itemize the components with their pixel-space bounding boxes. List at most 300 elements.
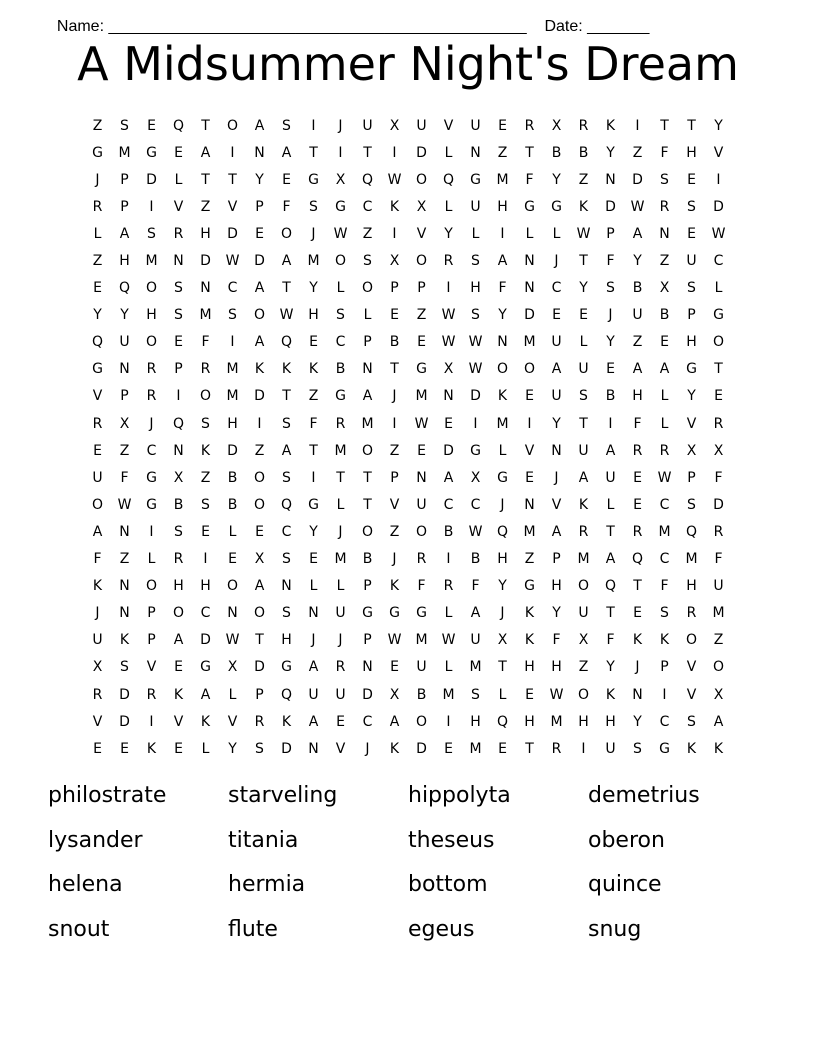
grid-cell: S bbox=[687, 713, 696, 730]
grid-cell: E bbox=[525, 469, 534, 486]
grid-cell: S bbox=[147, 225, 156, 242]
grid-cell: V bbox=[713, 144, 724, 161]
grid-cell: S bbox=[633, 740, 642, 757]
grid-cell: R bbox=[443, 253, 454, 270]
grid-cell: X bbox=[119, 415, 130, 432]
grid-cell: Z bbox=[119, 551, 130, 568]
grid-cell: B bbox=[551, 144, 562, 161]
grid-row bbox=[84, 491, 732, 518]
grid-cell: A bbox=[362, 388, 373, 405]
grid-cell: Y bbox=[309, 523, 318, 540]
grid-cell: O bbox=[199, 388, 212, 405]
grid-cell: E bbox=[174, 334, 183, 351]
grid-cell: M bbox=[685, 551, 698, 568]
grid-cell: R bbox=[524, 117, 535, 134]
grid-cell: S bbox=[309, 198, 318, 215]
grid-cell: A bbox=[254, 280, 265, 297]
grid-cell: D bbox=[605, 198, 616, 215]
grid-cell: E bbox=[201, 523, 210, 540]
grid-cell: N bbox=[254, 144, 265, 161]
grid-cell: V bbox=[524, 442, 535, 459]
grid-cell: O bbox=[253, 496, 266, 513]
grid-cell: C bbox=[551, 280, 562, 297]
grid-cell: T bbox=[660, 117, 669, 134]
grid-cell: L bbox=[201, 740, 210, 757]
grid-cell: X bbox=[713, 686, 724, 703]
grid-cell: U bbox=[470, 632, 481, 649]
grid-cell: T bbox=[282, 388, 291, 405]
grid-cell: L bbox=[444, 659, 453, 676]
grid-cell: N bbox=[632, 686, 643, 703]
grid-cell: H bbox=[308, 307, 319, 324]
grid-cell: U bbox=[470, 198, 481, 215]
grid-cell: D bbox=[200, 253, 211, 270]
grid-cell: K bbox=[389, 740, 400, 757]
word-bank-item: quince bbox=[588, 872, 662, 897]
grid-cell: N bbox=[119, 578, 130, 595]
grid-cell: U bbox=[308, 686, 319, 703]
grid-cell: N bbox=[362, 659, 373, 676]
grid-cell: K bbox=[632, 632, 643, 649]
grid-cell: O bbox=[712, 334, 725, 351]
grid-cell: O bbox=[685, 632, 698, 649]
grid-cell: X bbox=[686, 442, 697, 459]
grid-cell: I bbox=[203, 551, 208, 568]
grid-cell: Y bbox=[633, 713, 642, 730]
grid-cell: T bbox=[201, 171, 210, 188]
grid-cell: N bbox=[443, 388, 454, 405]
grid-cell: W bbox=[657, 469, 672, 486]
grid-cell: L bbox=[714, 280, 723, 297]
grid-cell: A bbox=[713, 713, 724, 730]
grid-cell: X bbox=[389, 117, 400, 134]
grid-cell: F bbox=[660, 144, 669, 161]
grid-cell: K bbox=[524, 605, 535, 622]
letter-grid bbox=[84, 112, 732, 762]
grid-cell: E bbox=[633, 469, 642, 486]
grid-cell: Y bbox=[579, 280, 588, 297]
grid-cell: F bbox=[471, 578, 480, 595]
grid-cell: H bbox=[524, 659, 535, 676]
grid-cell: U bbox=[416, 496, 427, 513]
grid-cell: X bbox=[551, 117, 562, 134]
grid-cell: H bbox=[632, 388, 643, 405]
grid-cell: L bbox=[444, 144, 453, 161]
grid-cell: C bbox=[659, 551, 670, 568]
grid-cell: J bbox=[554, 253, 559, 270]
grid-cell: J bbox=[149, 415, 154, 432]
grid-cell: O bbox=[361, 442, 374, 459]
grid-cell: H bbox=[281, 632, 292, 649]
grid-cell: V bbox=[173, 198, 184, 215]
grid-cell: W bbox=[441, 334, 456, 351]
grid-cell: N bbox=[524, 496, 535, 513]
grid-cell: X bbox=[92, 659, 103, 676]
grid-cell: H bbox=[119, 253, 130, 270]
grid-cell: A bbox=[200, 144, 211, 161]
grid-cell: W bbox=[468, 334, 483, 351]
grid-cell: O bbox=[415, 253, 428, 270]
grid-cell: V bbox=[146, 659, 157, 676]
grid-cell: H bbox=[551, 578, 562, 595]
grid-cell: L bbox=[363, 307, 372, 324]
grid-cell: Y bbox=[255, 171, 264, 188]
grid-cell: S bbox=[606, 280, 615, 297]
grid-cell: T bbox=[336, 469, 345, 486]
grid-cell: K bbox=[92, 578, 103, 595]
grid-cell: E bbox=[255, 225, 264, 242]
grid-cell: A bbox=[308, 659, 319, 676]
grid-cell: P bbox=[390, 469, 399, 486]
grid-cell: P bbox=[363, 334, 372, 351]
grid-cell: K bbox=[578, 496, 589, 513]
grid-cell: N bbox=[308, 740, 319, 757]
grid-row bbox=[84, 627, 732, 654]
grid-cell: F bbox=[498, 280, 507, 297]
grid-cell: Q bbox=[280, 686, 293, 703]
grid-cell: M bbox=[469, 740, 482, 757]
grid-cell: B bbox=[362, 551, 373, 568]
grid-cell: E bbox=[633, 496, 642, 513]
grid-cell: O bbox=[226, 117, 239, 134]
grid-cell: H bbox=[470, 713, 481, 730]
grid-cell: W bbox=[441, 307, 456, 324]
grid-cell: J bbox=[95, 605, 100, 622]
grid-cell: I bbox=[257, 415, 262, 432]
grid-cell: D bbox=[362, 686, 373, 703]
grid-cell: Y bbox=[687, 388, 696, 405]
grid-row bbox=[84, 356, 732, 383]
grid-cell: M bbox=[496, 415, 509, 432]
grid-cell: C bbox=[281, 523, 292, 540]
grid-row bbox=[84, 302, 732, 329]
grid-cell: E bbox=[174, 144, 183, 161]
grid-cell: A bbox=[497, 253, 508, 270]
grid-cell: B bbox=[470, 551, 481, 568]
word-bank-item: starveling bbox=[228, 783, 338, 808]
grid-cell: O bbox=[145, 280, 158, 297]
grid-cell: F bbox=[201, 334, 210, 351]
grid-row bbox=[84, 573, 732, 600]
grid-cell: T bbox=[201, 117, 210, 134]
grid-cell: P bbox=[120, 171, 129, 188]
grid-cell: M bbox=[469, 659, 482, 676]
grid-cell: S bbox=[363, 253, 372, 270]
grid-cell: U bbox=[632, 307, 643, 324]
grid-cell: U bbox=[470, 117, 481, 134]
grid-cell: M bbox=[226, 388, 239, 405]
grid-cell: J bbox=[338, 117, 343, 134]
grid-cell: S bbox=[120, 659, 129, 676]
grid-cell: Z bbox=[578, 171, 589, 188]
grid-cell: C bbox=[227, 280, 238, 297]
grid-cell: Z bbox=[389, 442, 400, 459]
grid-row bbox=[84, 546, 732, 573]
grid-cell: S bbox=[282, 415, 291, 432]
grid-cell: I bbox=[500, 225, 505, 242]
grid-cell: N bbox=[308, 605, 319, 622]
grid-cell: U bbox=[362, 117, 373, 134]
grid-cell: V bbox=[416, 225, 427, 242]
grid-cell: K bbox=[200, 442, 211, 459]
grid-cell: J bbox=[311, 632, 316, 649]
grid-cell: O bbox=[361, 280, 374, 297]
grid-cell: R bbox=[146, 686, 157, 703]
grid-cell: O bbox=[253, 469, 266, 486]
grid-cell: Z bbox=[92, 253, 103, 270]
grid-cell: O bbox=[280, 225, 293, 242]
grid-cell: C bbox=[470, 496, 481, 513]
grid-cell: N bbox=[551, 442, 562, 459]
grid-cell: U bbox=[335, 605, 346, 622]
grid-cell: I bbox=[608, 415, 613, 432]
grid-cell: U bbox=[578, 442, 589, 459]
grid-cell: U bbox=[605, 469, 616, 486]
grid-cell: P bbox=[363, 578, 372, 595]
grid-cell: M bbox=[523, 523, 536, 540]
grid-cell: L bbox=[552, 225, 561, 242]
grid-cell: F bbox=[93, 551, 102, 568]
grid-row bbox=[84, 383, 732, 410]
grid-cell: U bbox=[416, 659, 427, 676]
grid-cell: R bbox=[713, 523, 724, 540]
grid-cell: I bbox=[230, 144, 235, 161]
grid-cell: L bbox=[336, 280, 345, 297]
grid-cell: O bbox=[415, 523, 428, 540]
grid-cell: D bbox=[227, 442, 238, 459]
grid-cell: A bbox=[389, 713, 400, 730]
grid-cell: R bbox=[578, 523, 589, 540]
grid-cell: S bbox=[201, 415, 210, 432]
grid-cell: Z bbox=[362, 225, 373, 242]
grid-cell: G bbox=[308, 496, 319, 513]
grid-cell: N bbox=[416, 469, 427, 486]
grid-cell: Y bbox=[552, 415, 561, 432]
grid-cell: S bbox=[174, 523, 183, 540]
grid-cell: Z bbox=[308, 388, 319, 405]
grid-cell: T bbox=[282, 280, 291, 297]
grid-cell: V bbox=[227, 713, 238, 730]
grid-cell: T bbox=[363, 144, 372, 161]
grid-cell: W bbox=[117, 496, 132, 513]
grid-cell: U bbox=[578, 605, 589, 622]
grid-cell: S bbox=[660, 605, 669, 622]
grid-cell: H bbox=[524, 713, 535, 730]
grid-cell: Z bbox=[416, 307, 427, 324]
grid-cell: W bbox=[549, 686, 564, 703]
grid-cell: J bbox=[554, 469, 559, 486]
grid-cell: I bbox=[446, 551, 451, 568]
grid-cell: Y bbox=[606, 659, 615, 676]
grid-cell: U bbox=[119, 334, 130, 351]
grid-cell: K bbox=[605, 117, 616, 134]
grid-cell: N bbox=[524, 253, 535, 270]
grid-cell: D bbox=[713, 198, 724, 215]
grid-cell: S bbox=[687, 198, 696, 215]
grid-cell: S bbox=[579, 388, 588, 405]
grid-cell: K bbox=[281, 713, 292, 730]
grid-cell: J bbox=[608, 307, 613, 324]
grid-cell: G bbox=[92, 361, 103, 378]
grid-cell: F bbox=[714, 551, 723, 568]
grid-cell: V bbox=[227, 198, 238, 215]
grid-cell: I bbox=[581, 740, 586, 757]
grid-cell: G bbox=[308, 171, 319, 188]
grid-cell: Q bbox=[496, 713, 509, 730]
grid-cell: Q bbox=[280, 334, 293, 351]
grid-cell: E bbox=[525, 388, 534, 405]
grid-cell: F bbox=[309, 415, 318, 432]
grid-cell: R bbox=[92, 198, 103, 215]
grid-cell: M bbox=[334, 442, 347, 459]
grid-cell: M bbox=[523, 334, 536, 351]
grid-cell: R bbox=[173, 551, 184, 568]
grid-cell: G bbox=[146, 496, 157, 513]
grid-cell: E bbox=[255, 523, 264, 540]
grid-cell: A bbox=[119, 225, 130, 242]
grid-cell: Z bbox=[713, 632, 724, 649]
grid-cell: H bbox=[605, 713, 616, 730]
grid-cell: E bbox=[309, 334, 318, 351]
grid-row bbox=[84, 166, 732, 193]
grid-cell: R bbox=[335, 659, 346, 676]
grid-cell: P bbox=[687, 469, 696, 486]
grid-cell: D bbox=[254, 253, 265, 270]
grid-cell: M bbox=[334, 551, 347, 568]
grid-cell: Y bbox=[552, 171, 561, 188]
grid-cell: S bbox=[336, 307, 345, 324]
grid-row bbox=[84, 464, 732, 491]
grid-cell: U bbox=[416, 117, 427, 134]
grid-cell: H bbox=[200, 578, 211, 595]
grid-cell: W bbox=[468, 361, 483, 378]
grid-cell: E bbox=[93, 442, 102, 459]
grid-cell: N bbox=[362, 361, 373, 378]
grid-cell: H bbox=[686, 578, 697, 595]
grid-cell: R bbox=[551, 740, 562, 757]
grid-cell: T bbox=[606, 523, 615, 540]
grid-cell: Y bbox=[606, 144, 615, 161]
grid-cell: A bbox=[551, 523, 562, 540]
grid-cell: V bbox=[686, 659, 697, 676]
grid-cell: E bbox=[714, 388, 723, 405]
grid-cell: A bbox=[200, 686, 211, 703]
grid-cell: I bbox=[338, 144, 343, 161]
grid-cell: C bbox=[362, 198, 373, 215]
grid-cell: P bbox=[255, 686, 264, 703]
grid-cell: P bbox=[255, 198, 264, 215]
grid-cell: G bbox=[389, 605, 400, 622]
grid-cell: H bbox=[200, 225, 211, 242]
grid-cell: Y bbox=[228, 740, 237, 757]
grid-cell: L bbox=[525, 225, 534, 242]
grid-cell: A bbox=[281, 253, 292, 270]
grid-cell: T bbox=[687, 117, 696, 134]
grid-cell: D bbox=[470, 388, 481, 405]
grid-cell: J bbox=[338, 523, 343, 540]
grid-cell: E bbox=[633, 605, 642, 622]
grid-cell: R bbox=[146, 361, 157, 378]
grid-cell: N bbox=[281, 578, 292, 595]
grid-cell: S bbox=[282, 551, 291, 568]
grid-cell: F bbox=[417, 578, 426, 595]
grid-cell: Z bbox=[578, 659, 589, 676]
grid-cell: T bbox=[606, 605, 615, 622]
grid-cell: C bbox=[362, 713, 373, 730]
grid-cell: G bbox=[524, 198, 535, 215]
grid-cell: J bbox=[500, 605, 505, 622]
grid-cell: N bbox=[119, 605, 130, 622]
grid-cell: L bbox=[498, 442, 507, 459]
grid-cell: W bbox=[468, 523, 483, 540]
word-bank-item: hermia bbox=[228, 872, 306, 897]
grid-cell: I bbox=[527, 415, 532, 432]
grid-cell: E bbox=[120, 740, 129, 757]
grid-cell: G bbox=[416, 605, 427, 622]
grid-row bbox=[84, 275, 732, 302]
grid-cell: Z bbox=[200, 198, 211, 215]
grid-cell: M bbox=[307, 253, 320, 270]
grid-cell: U bbox=[335, 686, 346, 703]
grid-cell: G bbox=[416, 361, 427, 378]
grid-cell: O bbox=[577, 578, 590, 595]
grid-cell: E bbox=[417, 442, 426, 459]
grid-cell: U bbox=[92, 469, 103, 486]
grid-cell: K bbox=[524, 632, 535, 649]
grid-cell: X bbox=[659, 280, 670, 297]
grid-cell: C bbox=[335, 334, 346, 351]
grid-cell: E bbox=[147, 117, 156, 134]
grid-cell: Z bbox=[389, 523, 400, 540]
grid-cell: L bbox=[336, 496, 345, 513]
grid-cell: P bbox=[417, 280, 426, 297]
grid-cell: U bbox=[551, 388, 562, 405]
grid-cell: P bbox=[174, 361, 183, 378]
grid-cell: H bbox=[497, 198, 508, 215]
grid-cell: P bbox=[147, 632, 156, 649]
grid-cell: L bbox=[147, 551, 156, 568]
grid-cell: L bbox=[309, 578, 318, 595]
grid-cell: E bbox=[498, 740, 507, 757]
grid-cell: M bbox=[415, 632, 428, 649]
grid-cell: W bbox=[387, 171, 402, 188]
grid-cell: I bbox=[716, 171, 721, 188]
grid-cell: M bbox=[145, 253, 158, 270]
grid-cell: T bbox=[579, 253, 588, 270]
grid-cell: K bbox=[119, 632, 130, 649]
grid-cell: A bbox=[551, 361, 562, 378]
grid-cell: T bbox=[390, 361, 399, 378]
grid-cell: W bbox=[387, 632, 402, 649]
grid-cell: Z bbox=[632, 144, 643, 161]
grid-cell: D bbox=[524, 307, 535, 324]
grid-cell: X bbox=[416, 198, 427, 215]
grid-cell: M bbox=[712, 605, 725, 622]
grid-cell: Y bbox=[120, 307, 129, 324]
grid-cell: L bbox=[498, 686, 507, 703]
grid-cell: C bbox=[200, 605, 211, 622]
grid-cell: L bbox=[579, 334, 588, 351]
grid-cell: R bbox=[443, 578, 454, 595]
grid-cell: Y bbox=[498, 307, 507, 324]
grid-cell: E bbox=[687, 225, 696, 242]
grid-cell: T bbox=[363, 496, 372, 513]
grid-cell: N bbox=[659, 225, 670, 242]
word-bank-item: demetrius bbox=[588, 783, 700, 808]
grid-cell: H bbox=[497, 551, 508, 568]
grid-cell: Q bbox=[442, 171, 455, 188]
grid-cell: T bbox=[255, 632, 264, 649]
